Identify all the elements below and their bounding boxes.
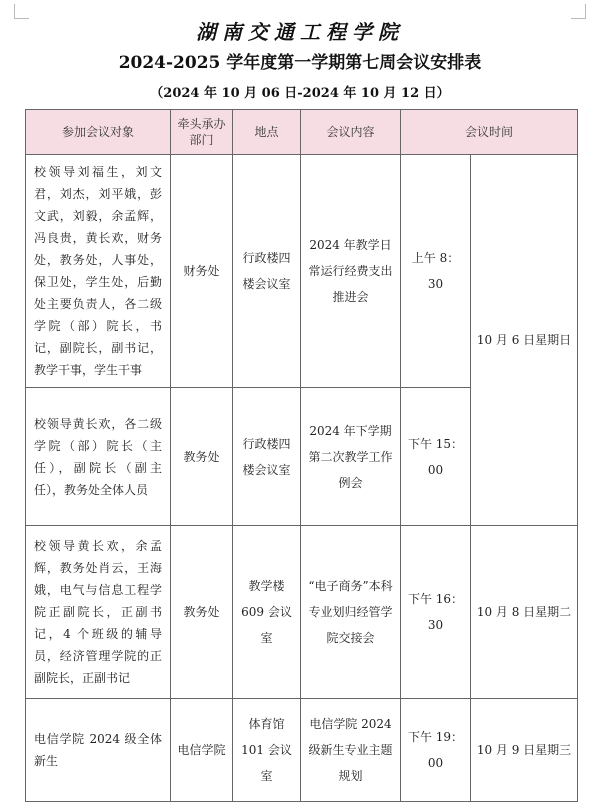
cell-time: 上午 8：30 [401,155,471,388]
cell-time: 下午 15：00 [401,388,471,526]
header-target: 参加会议对象 [26,110,171,155]
header-department: 牵头承办部门 [171,110,233,155]
cell-content: 2024 年下学期第二次教学工作例会 [301,388,401,526]
school-name: 湖南交通工程学院 [196,20,404,44]
document-title: 2024-2025 学年度第一学期第七周会议安排表 [118,53,482,73]
cell-content: 2024 年教学日常运行经费支出推进会 [301,155,401,388]
cell-date: 10 月 8 日星期二 [471,526,578,699]
header-location: 地点 [233,110,301,155]
table-header-row [26,110,578,155]
cell-target: 校领导黄长欢，余孟辉，教务处肖云，王海娥，电气与信息工程学院正副院长，正副书记，4 个班级的辅导员，经济管理学院的正副院长，正副书记 [26,526,171,699]
cell-content: 电信学院 2024 级新生专业主题规划 [301,699,401,802]
cell-target: 校领导黄长欢，各二级学院（部）院长（主任），副院长（副主任），教务处全体人员 [26,388,171,526]
date-range-subtitle: （2024 年 10 月 06 日-2024 年 10 月 12 日） [150,86,450,101]
table-row [26,699,578,802]
cell-department: 电信学院 [171,699,233,802]
cell-location: 体育馆 101 会议室 [233,699,301,802]
table-row [26,155,578,388]
cell-time: 下午 19：00 [401,699,471,802]
cell-department: 教务处 [171,526,233,699]
cell-location: 行政楼四楼会议室 [233,388,301,526]
meeting-schedule-table [25,109,578,802]
cell-date: 10 月 6 日星期日 [471,155,578,526]
cell-target: 校领导刘福生，刘文君，刘杰，刘平娥，彭文武，刘毅，余孟辉，冯良贵，黄长欢，财务处，教务处，人事处，保卫处，学生处，后勤处主要负责人，各二级学院（部）院长，书记，副院长，副书记，教学干事，学生干事 [26,155,171,388]
cell-time: 下午 16：30 [401,526,471,699]
header-content: 会议内容 [301,110,401,155]
table-row [26,526,578,699]
cell-department: 教务处 [171,388,233,526]
cell-location: 教学楼 609 会议室 [233,526,301,699]
cell-target: 电信学院 2024 级全体新生 [26,699,171,802]
cell-date: 10 月 9 日星期三 [471,699,578,802]
header-time: 会议时间 [401,110,578,155]
cell-location: 行政楼四楼会议室 [233,155,301,388]
cell-department: 财务处 [171,155,233,388]
cell-content: “电子商务”本科专业划归经管学院交接会 [301,526,401,699]
